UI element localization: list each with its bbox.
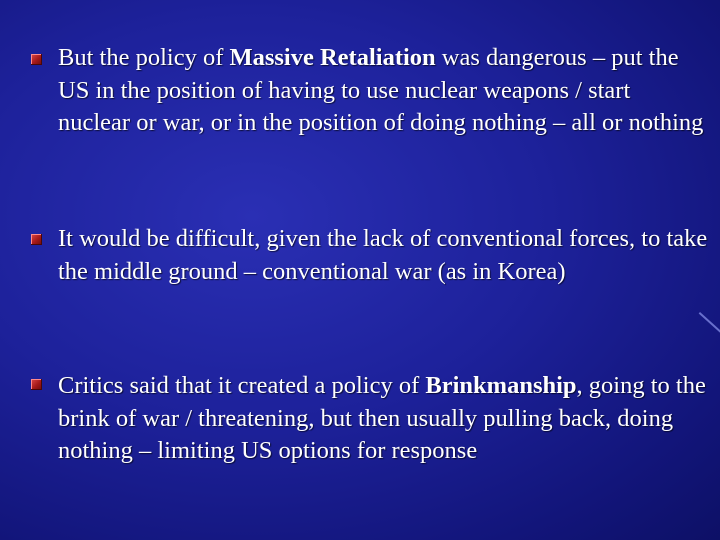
decorative-line bbox=[699, 312, 720, 340]
bullet-text-1-pre: But the policy of bbox=[58, 44, 230, 71]
bullet-text-2-pre: It would be difficult, given the lack of conventional forces, to take the middle ground – conventional war (as in Korea) bbox=[58, 225, 708, 285]
bullet-text-3-pre: Critics said that it created a policy of bbox=[58, 372, 426, 399]
square-bullet-icon bbox=[31, 234, 42, 245]
bullet-text-3-post: , going to the brink of war / threatening, but then usually pulling back, doing nothing – limiting US options for response bbox=[58, 372, 706, 464]
square-bullet-icon bbox=[31, 379, 42, 390]
bullet-text-1-post: was dangerous – put the US in the position of having to use nuclear weapons / start nuclear or war, or in the position of doing nothing – all or nothing bbox=[58, 44, 704, 136]
bullet-text-3-bold: Brinkmanship bbox=[425, 372, 577, 399]
bullet-text-1 bbox=[58, 42, 708, 140]
square-bullet-icon bbox=[31, 54, 42, 65]
bullet-text-2 bbox=[58, 223, 708, 288]
bullet-text-3 bbox=[58, 370, 708, 468]
bullet-text-1-bold: Massive Retaliation bbox=[229, 44, 436, 71]
